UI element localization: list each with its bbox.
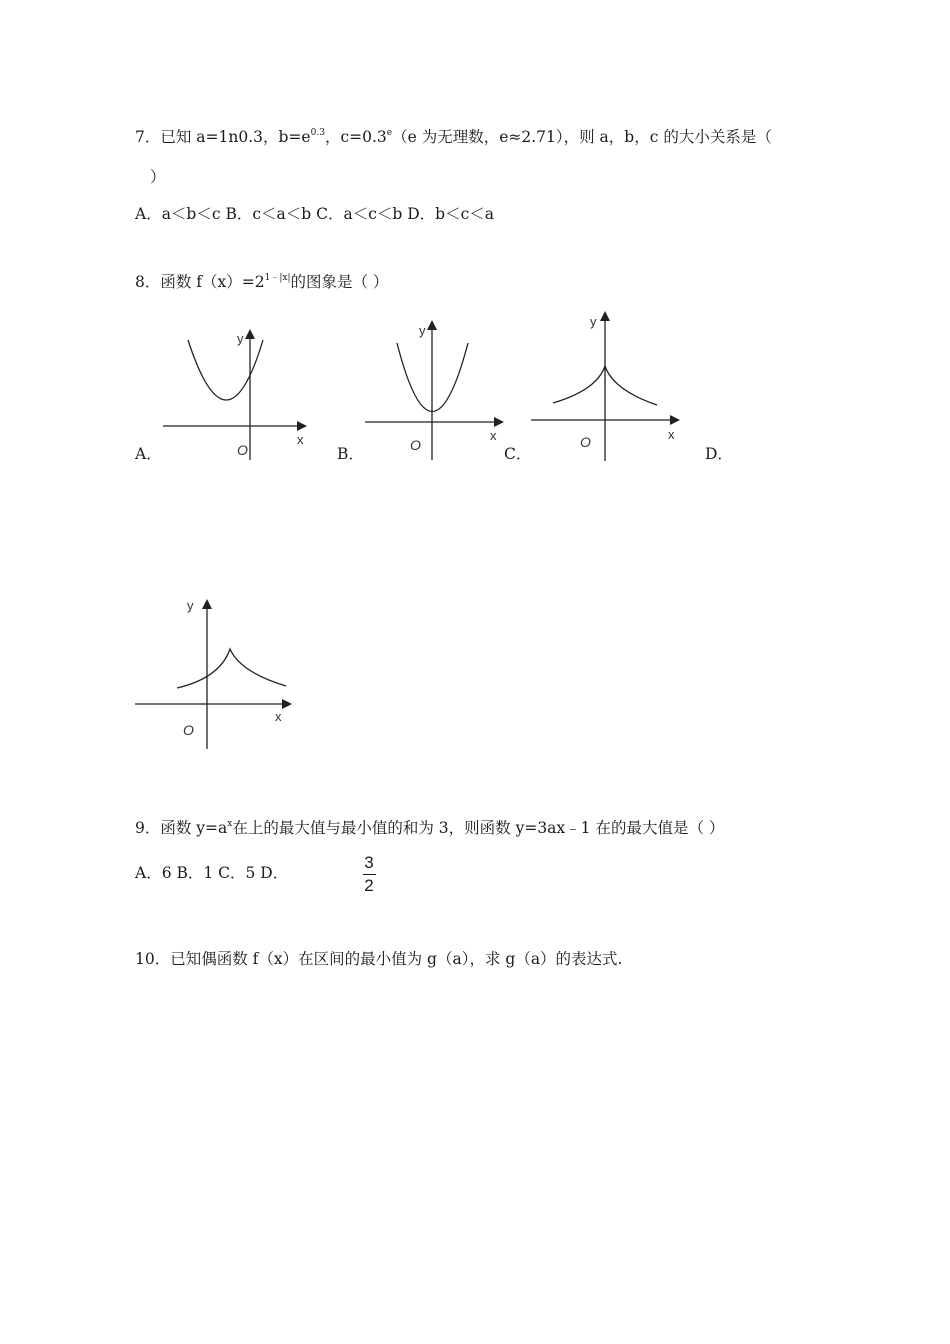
graph-b [360, 315, 510, 465]
axis-y-label: y [419, 323, 426, 338]
origin-label: O [183, 722, 194, 738]
q7-stem: 7．已知 a=1n0.3，$b=e^{0.3}$，c=0.3$^e$（e 为无理数，e≈2.71），则 a，b，c 的大小关系是（ [135, 128, 772, 146]
graph-c [527, 306, 687, 466]
q9-option-d-fraction [362, 853, 376, 896]
graph-d [130, 592, 300, 752]
q8-option-c-label: C． [504, 445, 532, 463]
q9-options: A．6 B．1 C．5 D． [135, 864, 289, 882]
axis-y-label: y [187, 598, 194, 613]
q8-stem: 8．函数 $f(x)=2^{1﹣|x|}$的图象是（ ） [135, 273, 389, 291]
axis-x-label: x [297, 432, 304, 447]
q9-stem: 9．函数 $y=a^x$在上的最大值与最小值的和为 3，则函数 y=3ax﹣1 在的最大值是（ ） [135, 819, 725, 837]
axis-x-label: x [490, 428, 497, 443]
q8-option-b-label: B． [337, 445, 364, 463]
origin-label: O [410, 437, 421, 453]
axis-y-label: y [237, 331, 244, 346]
graph-a [155, 320, 315, 465]
axis-x-label: x [668, 427, 675, 442]
q8-option-a-label: A． [135, 445, 162, 463]
axis-x-label: x [275, 709, 282, 724]
q7-options: A．a＜b＜c B．c＜a＜b C．a＜c＜b D．b＜c＜a [135, 205, 495, 223]
origin-label: O [237, 442, 248, 458]
axis-y-label: y [590, 314, 597, 329]
q8-option-d-label: D． [705, 445, 733, 463]
origin-label: O [580, 434, 591, 450]
q7-stem-close: ） [150, 168, 166, 186]
fraction-bar [363, 874, 376, 875]
q10-stem: 10．已知偶函数 f（x）在区间的最小值为 g（a），求 g（a）的表达式. [135, 950, 623, 968]
fraction-numerator: 3 [364, 853, 374, 872]
fraction-denominator: 2 [364, 876, 374, 896]
